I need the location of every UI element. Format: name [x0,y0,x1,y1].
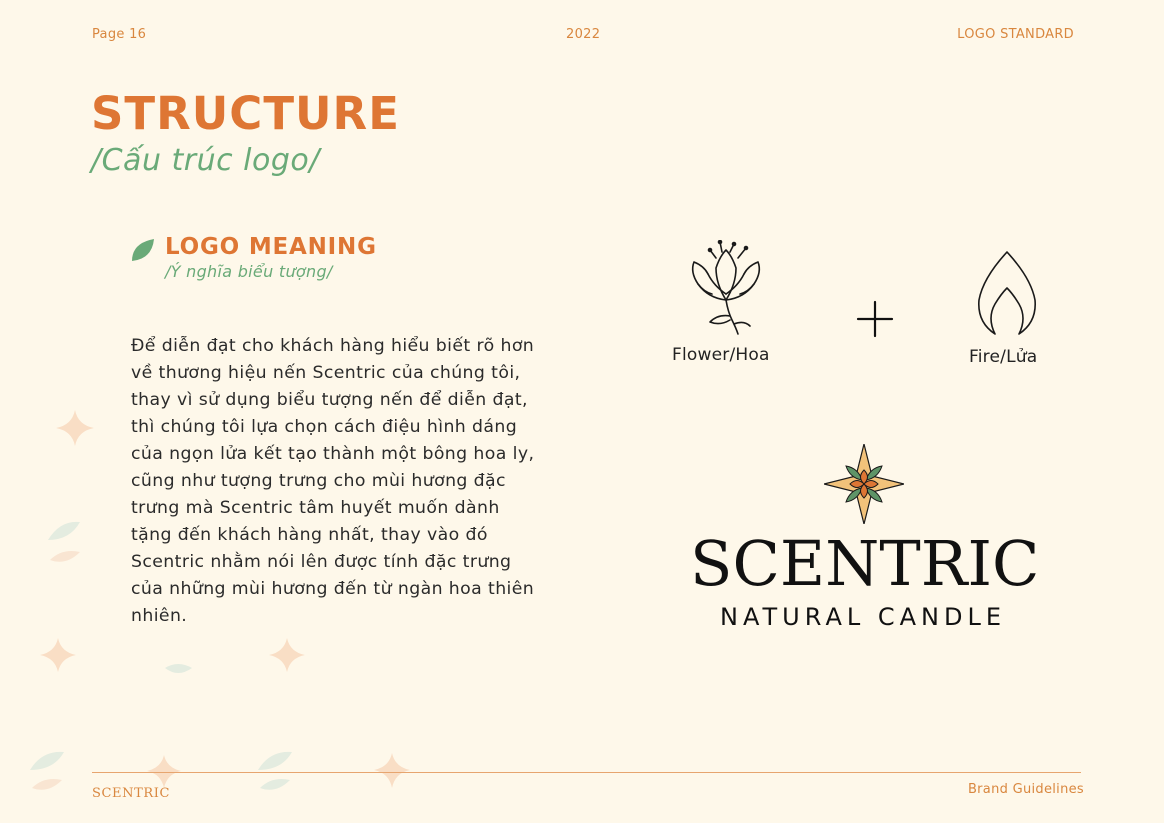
footer-divider [92,772,1081,773]
flame-icon [975,248,1039,338]
page-number: Page 16 [92,27,147,42]
document-year: 2022 [566,27,601,42]
page-subtitle: /Cấu trúc logo/ [91,143,320,178]
leaf-icon [130,237,156,263]
section-label: LOGO STANDARD [957,27,1074,42]
footer-document-label: Brand Guidelines [967,782,1084,797]
plus-icon [856,300,894,338]
flower-caption: Flower/Hoa [672,345,770,365]
logo-meaning-paragraph: Để diễn đạt cho khách hàng hiểu biết rõ hơn về thương hiệu nến Scentric của chúng tôi, thay vì sử dụng biểu tượng nến để diễn đạt, thì chúng tôi lựa chọn cách điệu hình dáng của ngọn lửa kết tạo thành một bông hoa ly, cũng như tượng trưng cho mùi hương đặc trưng mà Scentric tâm huyết muốn dành tặng đến khách hàng nhất, thay vào đó Scentric nhằm nói lên được tính đặc trưng của những mùi hương đến từ ngàn hoa thiên nhiên. [131,336,535,626]
brand-logo-wordmark: SCENTRIC [690,527,1040,600]
fire-caption: Fire/Lửa [969,347,1038,367]
section-subtitle: /Ý nghĩa biểu tượng/ [165,262,333,281]
lily-flower-icon [686,240,766,336]
brand-logo-tagline: NATURAL CANDLE [720,603,1006,631]
brand-emblem-icon [824,444,904,524]
page-title: STRUCTURE [91,87,400,140]
footer-brand-logo: SCENTRIC [92,786,171,801]
section-title: LOGO MEANING [165,234,377,260]
